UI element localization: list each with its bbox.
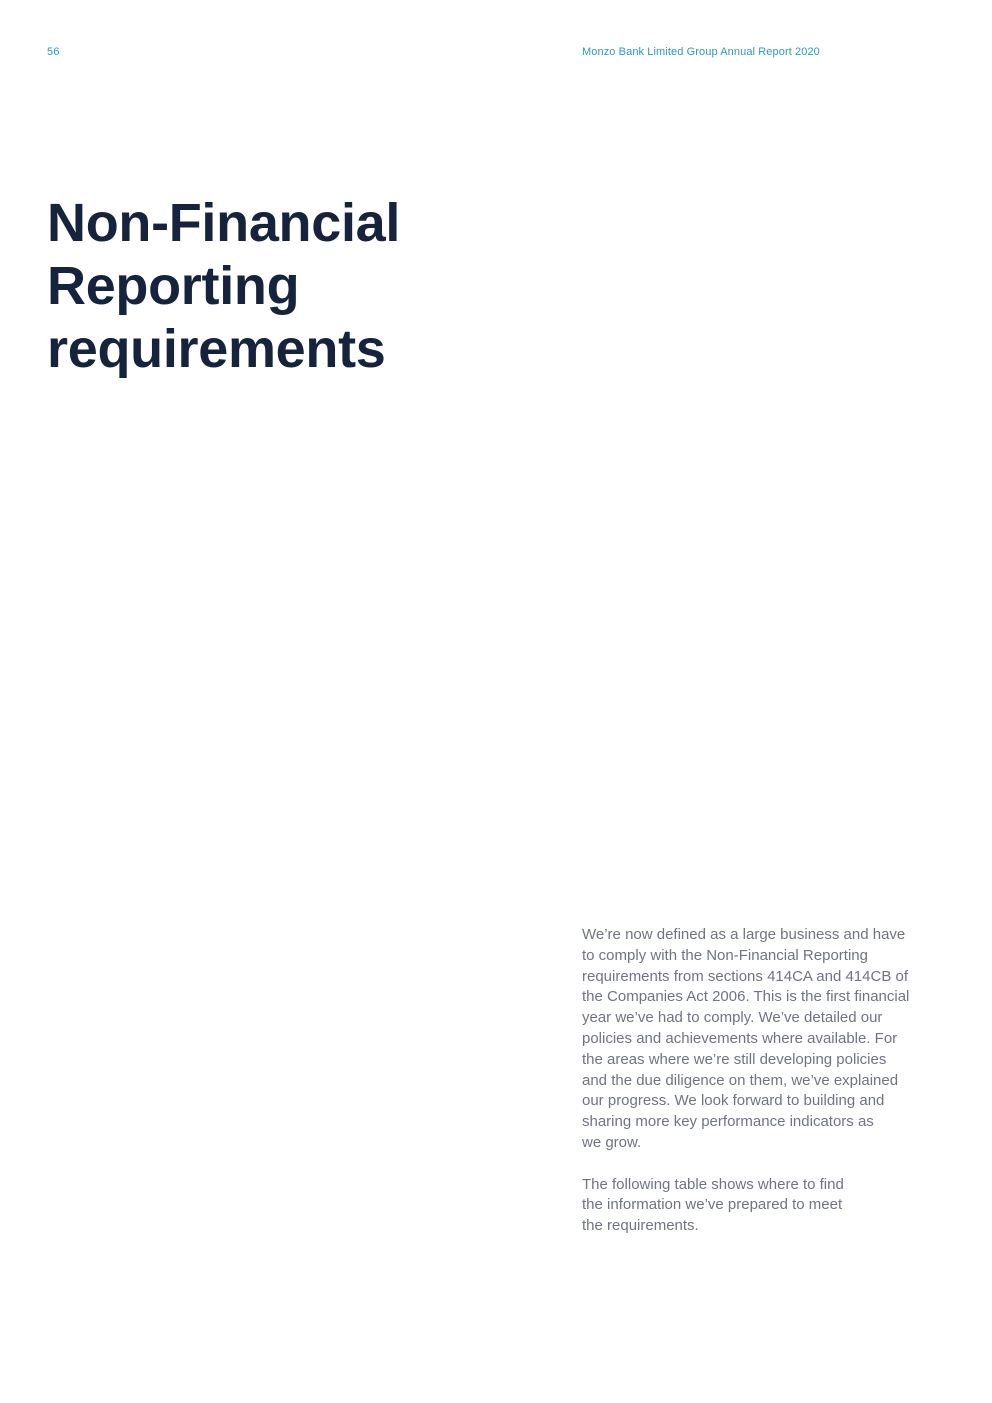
page-title [47,192,527,381]
intro-paragraph: We’re now defined as a large business and have to comply with the Non-Financial Reporting requirements from sections 414CA and 414CB of the Companies Act 2006. This is the first financial year we’ve had to comply. We’ve detailed our policies and achievements where available. For the areas where we’re still developing policies and the due diligence on them, we’ve explained our progress. We look forward to building and sharing more key performance indicators as we grow. [582,926,910,1151]
page-title-line: requirements [47,319,386,379]
body-text [582,925,952,1237]
page-title-line: Non-Financial [47,193,401,253]
page-number: 56 [47,46,60,58]
table-intro-paragraph: The following table shows where to find the information we’ve prepared to meet the requirements. [582,1175,844,1235]
report-title: Monzo Bank Limited Group Annual Report 2020 [582,46,820,58]
page-title-line: Reporting [47,256,300,316]
